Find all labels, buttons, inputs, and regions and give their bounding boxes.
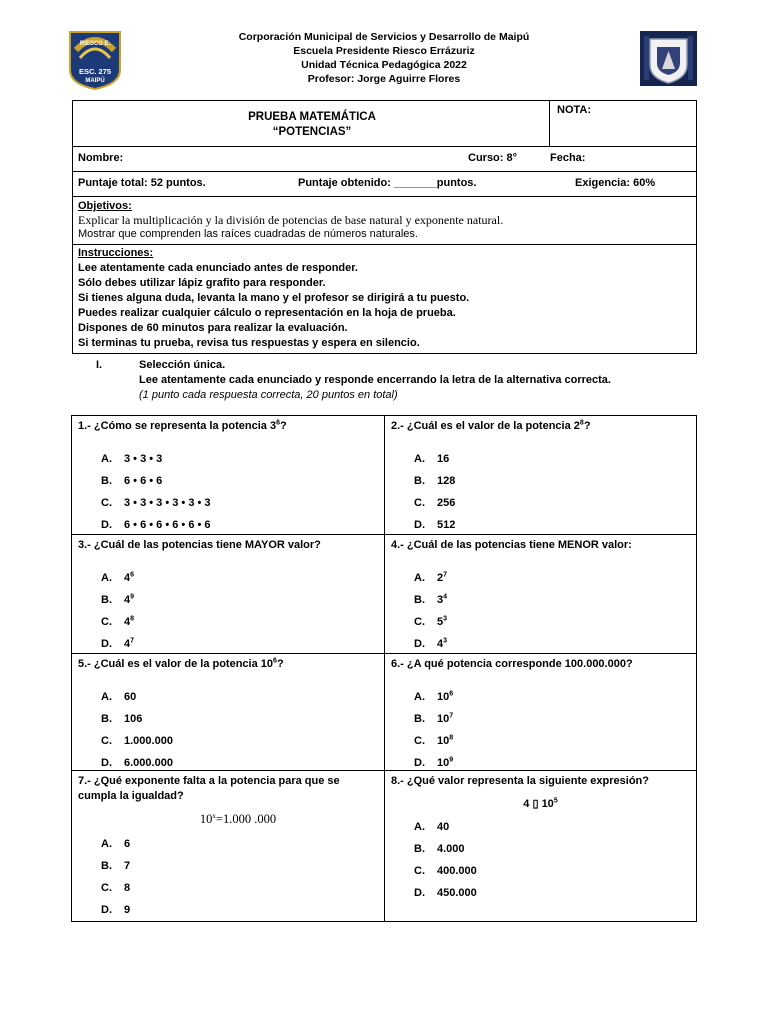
- option-text: 40: [437, 821, 450, 833]
- option-letter: D.: [101, 904, 112, 916]
- option-item[interactable]: [101, 470, 378, 492]
- option-letter: B.: [414, 475, 425, 487]
- option-letter: C.: [101, 616, 112, 628]
- question-cell: [384, 535, 696, 653]
- option-text: 6 • 6 • 6: [124, 475, 163, 487]
- question-row: [72, 770, 696, 921]
- option-text: 10: [437, 713, 450, 725]
- option-letter: D.: [414, 638, 425, 650]
- option-text: 106: [124, 713, 143, 725]
- question-expression: [78, 812, 378, 827]
- question-stem-end: ?: [583, 420, 591, 432]
- options-list: [78, 833, 378, 921]
- question-row: [72, 534, 696, 653]
- objective-item: Explicar la multiplicación y la división de potencias de base natural y exponente natural.: [78, 213, 504, 227]
- option-exponent: 7: [449, 712, 454, 720]
- question-cell: [384, 654, 696, 770]
- option-item[interactable]: [414, 589, 690, 611]
- option-text: 60: [124, 691, 137, 703]
- objectives-heading: Objetivos:: [78, 200, 132, 212]
- option-exponent: 6: [130, 571, 135, 579]
- option-letter: B.: [101, 713, 112, 725]
- student-row: [73, 146, 696, 171]
- question-cell: [72, 654, 384, 770]
- instructions-heading: Instrucciones:: [78, 247, 154, 259]
- question-stem: 7.- ¿Qué exponente falta a la potencia para que se cumpla la igualdad?: [78, 775, 340, 802]
- option-text: 4: [124, 638, 131, 650]
- option-item[interactable]: [414, 730, 690, 752]
- grade-box: [549, 101, 598, 146]
- requirement: Exigencia: 60%: [575, 177, 656, 189]
- option-letter: B.: [101, 860, 112, 872]
- option-text: 4: [124, 616, 131, 628]
- option-item[interactable]: [414, 611, 690, 633]
- option-item[interactable]: [101, 492, 378, 514]
- option-text: 16: [437, 453, 450, 465]
- section-instruction: Lee atentamente cada enunciado y responde encerrando la letra de la alternativa correcta.: [139, 374, 611, 386]
- option-letter: B.: [101, 594, 112, 606]
- exam-title: [223, 110, 401, 140]
- option-text: 2: [437, 572, 444, 584]
- question-text: [78, 657, 378, 672]
- option-text: 10: [437, 691, 450, 703]
- expression-exponent: x: [212, 811, 216, 820]
- option-item[interactable]: [414, 882, 690, 904]
- question-text: [78, 419, 378, 434]
- date-label: Fecha:: [550, 152, 586, 164]
- school-logo-left: [66, 30, 124, 90]
- option-item[interactable]: [101, 448, 378, 470]
- instruction-item: Lee atentamente cada enunciado antes de responder.: [78, 262, 358, 274]
- option-letter: A.: [101, 572, 112, 584]
- option-exponent: 7: [130, 637, 135, 645]
- question-cell: [72, 535, 384, 653]
- question-stem: 8.- ¿Qué valor representa la siguiente expresión?: [391, 775, 649, 787]
- options-list: [78, 686, 378, 774]
- exam-title-line: PRUEBA MATEMÁTICA: [248, 111, 376, 123]
- option-exponent: 9: [130, 593, 135, 601]
- option-item[interactable]: [414, 686, 690, 708]
- option-text: 6 • 6 • 6 • 6 • 6 • 6: [124, 519, 211, 531]
- option-text: 3: [437, 594, 444, 606]
- question-row: [72, 416, 696, 534]
- option-letter: D.: [101, 638, 112, 650]
- option-letter: A.: [101, 453, 112, 465]
- option-item[interactable]: [101, 877, 378, 899]
- option-item[interactable]: [414, 816, 690, 838]
- municipal-crest-right: [640, 31, 697, 86]
- option-item[interactable]: [101, 855, 378, 877]
- question-cell: [72, 416, 384, 534]
- option-item[interactable]: [101, 633, 378, 655]
- objective-item: Mostrar que comprenden las raíces cuadradas de números naturales.: [78, 228, 418, 240]
- option-letter: C.: [414, 865, 425, 877]
- question-exponent: 6: [273, 657, 277, 665]
- option-exponent: 7: [443, 571, 448, 579]
- option-text: 10: [437, 735, 450, 747]
- option-exponent: 3: [443, 615, 448, 623]
- option-item[interactable]: [101, 589, 378, 611]
- option-letter: B.: [414, 594, 425, 606]
- question-exponent: 6: [276, 419, 280, 427]
- option-item[interactable]: [101, 730, 378, 752]
- option-text: 4: [124, 594, 131, 606]
- option-letter: D.: [101, 519, 112, 531]
- option-item[interactable]: [101, 567, 378, 589]
- section-note: (1 punto cada respuesta correcta, 20 puntos en total): [139, 389, 398, 401]
- option-exponent: 4: [443, 593, 448, 601]
- option-letter: A.: [101, 691, 112, 703]
- option-exponent: 8: [130, 615, 135, 623]
- option-text: 6.000.000: [124, 757, 173, 769]
- obtained-score: Puntaje obtenido: _______puntos.: [298, 177, 477, 189]
- header-line: Unidad Técnica Pedagógica 2022: [301, 59, 467, 71]
- options-list: [78, 448, 378, 536]
- option-letter: B.: [414, 713, 425, 725]
- instruction-item: Si terminas tu prueba, revisa tus respuestas y espera en silencio.: [78, 337, 420, 349]
- option-text: 3 • 3 • 3: [124, 453, 163, 465]
- option-exponent: 8: [449, 734, 454, 742]
- score-row: [73, 171, 696, 196]
- option-text: 6: [124, 838, 131, 850]
- option-item[interactable]: [414, 514, 690, 536]
- options-list: [391, 686, 690, 774]
- option-exponent: 6: [449, 690, 454, 698]
- name-label: Nombre:: [78, 152, 124, 164]
- question-text: [78, 538, 378, 553]
- question-text: [391, 538, 690, 553]
- question-expression: [391, 797, 690, 810]
- option-text: 9: [124, 904, 131, 916]
- option-letter: C.: [414, 735, 425, 747]
- options-list: [78, 567, 378, 655]
- question-text: [78, 774, 378, 804]
- option-text: 1.000.000: [124, 735, 173, 747]
- option-text: 128: [437, 475, 456, 487]
- option-text: 7: [124, 860, 131, 872]
- option-letter: C.: [414, 616, 425, 628]
- question-stem: 1.- ¿Cómo se representa la potencia 3: [78, 420, 277, 432]
- svg-text:MAIPÚ: MAIPÚ: [85, 78, 105, 84]
- objectives-section: [73, 196, 696, 244]
- option-item[interactable]: [414, 470, 690, 492]
- option-text: 8: [124, 882, 131, 894]
- options-list: [391, 816, 690, 904]
- grade-label: NOTA:: [557, 104, 592, 116]
- option-item[interactable]: [101, 686, 378, 708]
- question-text: [391, 657, 690, 672]
- instruction-item: Puedes realizar cualquier cálculo o representación en la hoja de prueba.: [78, 307, 456, 319]
- question-stem: 4.- ¿Cuál de las potencias tiene MENOR valor:: [391, 539, 632, 551]
- option-text: 450.000: [437, 887, 477, 899]
- instruction-item: Dispones de 60 minutos para realizar la evaluación.: [78, 322, 348, 334]
- option-letter: D.: [101, 757, 112, 769]
- option-item[interactable]: [414, 633, 690, 655]
- option-letter: D.: [414, 887, 425, 899]
- total-score: Puntaje total: 52 puntos.: [78, 177, 206, 189]
- question-row: [72, 653, 696, 770]
- question-stem: 2.- ¿Cuál es el valor de la potencia 2: [391, 420, 580, 432]
- section-title: Selección única.: [139, 359, 226, 371]
- option-letter: B.: [414, 843, 425, 855]
- option-letter: B.: [101, 475, 112, 487]
- instruction-item: Si tienes alguna duda, levanta la mano y el profesor se dirigirá a tu puesto.: [78, 292, 470, 304]
- question-stem: 6.- ¿A qué potencia corresponde 100.000.000?: [391, 658, 633, 670]
- options-list: [391, 448, 690, 536]
- question-cell: [72, 771, 384, 921]
- school-header: [160, 30, 608, 86]
- header-line: Corporación Municipal de Servicios y Desarrollo de Maipú: [238, 31, 530, 43]
- question-cell: [384, 416, 696, 534]
- option-letter: C.: [101, 882, 112, 894]
- expression-base: 4 ▯ 10: [523, 798, 554, 810]
- course-label: Curso: 8°: [468, 152, 518, 164]
- exam-subtitle-line: “POTENCIAS”: [272, 126, 352, 138]
- option-letter: C.: [101, 497, 112, 509]
- instruction-item: Sólo debes utilizar lápiz grafito para responder.: [78, 277, 326, 289]
- option-item[interactable]: [101, 611, 378, 633]
- header-line: Profesor: Jorge Aguirre Flores: [307, 73, 461, 85]
- option-item[interactable]: [414, 708, 690, 730]
- option-letter: A.: [414, 572, 425, 584]
- option-item[interactable]: [414, 448, 690, 470]
- svg-text:ESC. 275: ESC. 275: [78, 67, 112, 76]
- option-exponent: 3: [443, 637, 448, 645]
- option-item[interactable]: [414, 567, 690, 589]
- option-letter: A.: [414, 691, 425, 703]
- header-line: Escuela Presidente Riesco Errázuriz: [293, 45, 475, 57]
- option-item[interactable]: [414, 492, 690, 514]
- expression-exponent: 5: [553, 797, 558, 805]
- exam-info-table: [72, 100, 697, 354]
- expression-base: 10: [199, 812, 213, 826]
- question-cell: [384, 771, 696, 921]
- option-text: 4: [437, 638, 444, 650]
- option-text: 256: [437, 497, 456, 509]
- question-stem-end: ?: [276, 658, 284, 670]
- title-row: [73, 101, 696, 146]
- question-text: [391, 774, 690, 789]
- section-number: I.: [96, 359, 103, 371]
- question-text: [391, 419, 690, 434]
- option-letter: D.: [414, 757, 425, 769]
- questions-grid: [71, 415, 697, 922]
- option-letter: C.: [101, 735, 112, 747]
- option-text: 4.000: [437, 843, 465, 855]
- options-list: [391, 567, 690, 655]
- instructions-section: [73, 244, 696, 353]
- question-stem: 3.- ¿Cuál de las potencias tiene MAYOR valor?: [78, 539, 321, 551]
- question-exponent: 8: [579, 419, 584, 427]
- option-text: 400.000: [437, 865, 477, 877]
- option-item[interactable]: [101, 708, 378, 730]
- question-stem: 5.- ¿Cuál es el valor de la potencia 10: [78, 658, 274, 670]
- option-text: 10: [437, 757, 450, 769]
- option-letter: C.: [414, 497, 425, 509]
- option-letter: A.: [414, 453, 425, 465]
- option-exponent: 9: [449, 756, 454, 764]
- option-item[interactable]: [101, 899, 378, 921]
- option-letter: D.: [414, 519, 425, 531]
- expression-rest: =1.000 .000: [215, 812, 277, 826]
- question-stem-end: ?: [279, 420, 287, 432]
- option-letter: A.: [414, 821, 425, 833]
- option-text: 5: [437, 616, 444, 628]
- option-letter: A.: [101, 838, 112, 850]
- option-item[interactable]: [414, 838, 690, 860]
- option-text: 4: [124, 572, 131, 584]
- option-text: 512: [437, 519, 456, 531]
- option-item[interactable]: [414, 860, 690, 882]
- svg-text:RIESCO E.: RIESCO E.: [79, 41, 111, 47]
- option-text: 3 • 3 • 3 • 3 • 3 • 3: [124, 497, 211, 509]
- option-item[interactable]: [101, 514, 378, 536]
- option-item[interactable]: [101, 833, 378, 855]
